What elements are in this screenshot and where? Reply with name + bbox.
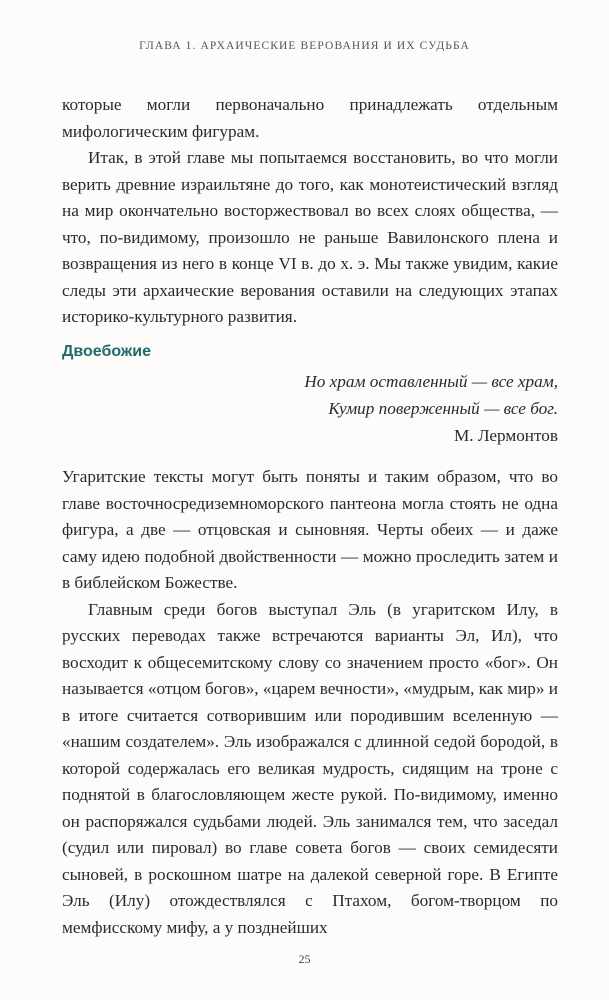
paragraph: Главным среди богов выступал Эль (в угаритском Илу, в русских переводах также встречаются варианты Эл, Ил), что восходит к общесемитскому слову со значением просто «бог». Он называется «отцом богов», «царем вечности», «мудрым, как мир» и в итоге считается сотворившим или породившим вселенную — «нашим создателем». Эль изображался с длинной седой бородой, в которой содержалась его великая мудрость, сидящим на троне с поднятой в благословляющем жесте рукой. По-видимому, именно он распоряжался судьбами людей. Эль занимался тем, что заседал (судил или пировал) во главе совета богов — своих семидесяти сыновей, в роскошном шатре на далекой северной горе. В Египте Эль (Илу) отождествлялся с Птахом, богом-творцом по мемфисскому мифу, а у позднейших — [62, 599, 558, 937]
epigraph-line: Кумир поверженный — все бог. — [328, 399, 558, 418]
body-text-bottom — [62, 464, 558, 941]
section-heading: Двоебожие — [62, 343, 152, 360]
paragraph: которые могли первоначально принадлежать отдельным мифологическим фигурам. — [62, 95, 558, 141]
running-head: ГЛАВА 1. АРХАИЧЕСКИЕ ВЕРОВАНИЯ И ИХ СУДЬБА — [139, 40, 470, 52]
epigraph — [208, 368, 558, 449]
paragraph: Итак, в этой главе мы попытаемся восстановить, во что могли верить древние израильтяне до того, как монотеистический взгляд на мир окончательно восторжествовал во всех слоях общества, — что, по-видимому, произошло не раньше Вавилонского плена и возвращения из него в конце VI в. до х. э. Мы также увидим, какие следы эти архаические верования оставили на следующих этапах историко-культурного развития. — [62, 148, 558, 326]
epigraph-line: Но храм оставленный — все храм, — [304, 372, 558, 391]
paragraph: Угаритские тексты могут быть поняты и таким образом, что во главе восточносредиземноморского пантеона могла стоять не одна фигура, а две — отцовская и сыновняя. Черты обеих — и даже саму идею подобной двойственности — можно проследить затем и в библейском Божестве. — [62, 467, 558, 592]
body-text-top — [62, 92, 558, 331]
epigraph-author: М. Лермонтов — [453, 426, 558, 445]
page-number: 25 — [298, 952, 311, 966]
